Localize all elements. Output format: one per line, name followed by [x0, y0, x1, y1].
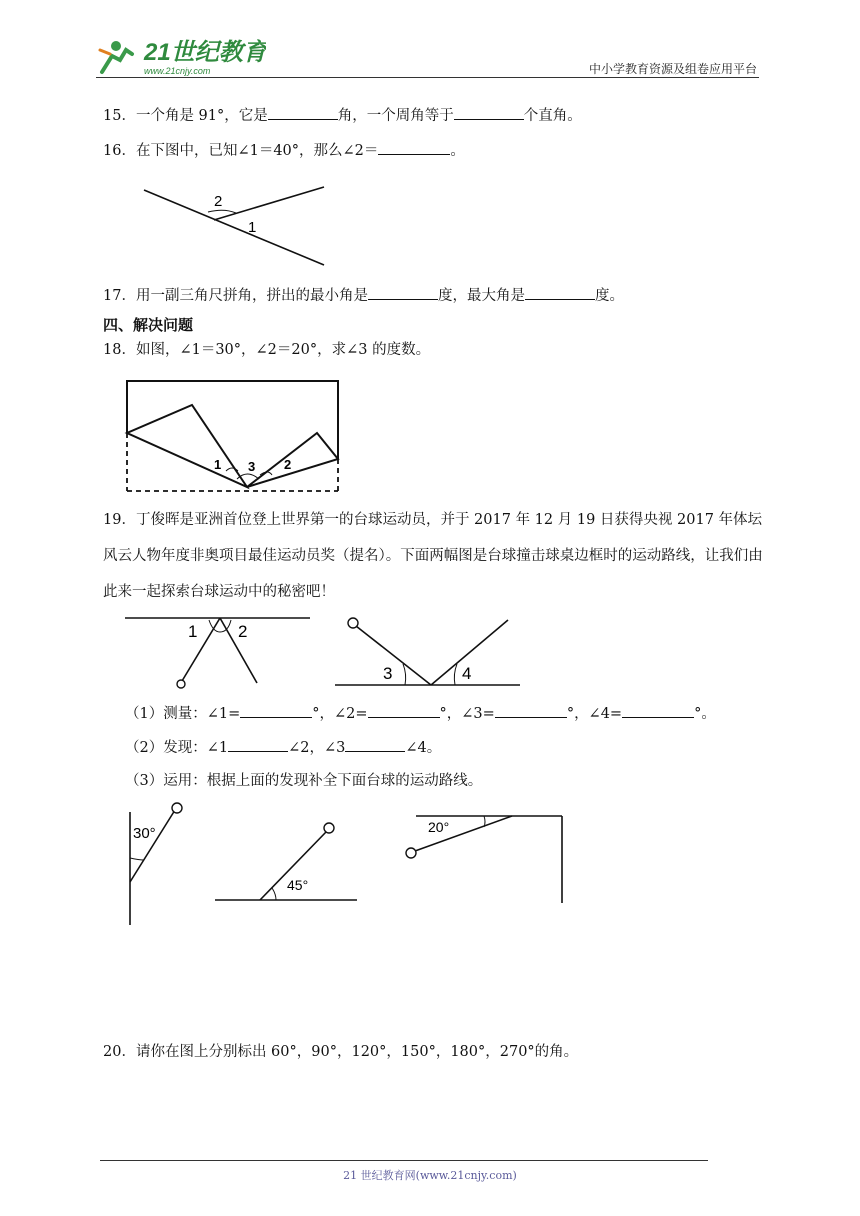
angle-label: 2	[238, 622, 248, 641]
answer-blank[interactable]	[368, 285, 438, 300]
q19-sub2	[125, 737, 441, 758]
question-text: 请你在图上分别标出 60°，90°，120°，150°，180°，270°的角。	[135, 1044, 579, 1060]
answer-blank[interactable]	[240, 703, 312, 718]
answer-blank[interactable]	[525, 285, 595, 300]
angle-label: 20°	[428, 819, 450, 835]
question-text: °，∠2=	[312, 706, 368, 722]
answer-blank[interactable]	[268, 105, 338, 120]
angle-label: 3	[383, 664, 393, 683]
header-divider	[96, 77, 759, 78]
answer-blank[interactable]	[345, 737, 405, 752]
answer-blank[interactable]	[495, 703, 567, 718]
question-text: 用一副三角尺拼角，拼出的最小角是	[135, 288, 368, 304]
logo-text: 21世纪教育	[144, 39, 266, 66]
question-number: 17．	[103, 288, 136, 304]
question-text: ∠4。	[405, 740, 442, 756]
answer-blank[interactable]	[622, 703, 694, 718]
answer-blank[interactable]	[368, 703, 440, 718]
question-text: 丁俊晖是亚洲首位登上世界第一的台球运动员，并于 2017 年 12 月 19 日获得央视 2017 年体坛风云人物年度非奥项目最佳运动员奖（提名）。下面两幅图是台球撞击球桌边框时的运动路线，让我们由此来一起探索台球运动中的秘密吧！	[103, 512, 763, 600]
question-number: 18．	[103, 342, 136, 358]
q19-figure-right	[335, 612, 525, 692]
answer-blank[interactable]	[228, 737, 288, 752]
angle-label: 4	[462, 664, 472, 683]
footer-text: 21 世纪教育网(www.21cnjy.com)	[343, 1169, 517, 1182]
question-text: ∠2，∠3	[288, 740, 346, 756]
question-text: 如图，∠1＝30°，∠2＝20°，求∠3 的度数。	[135, 342, 431, 358]
q19-figure-left	[125, 608, 315, 693]
angle-label: 3	[248, 459, 256, 474]
question-number: 20．	[103, 1044, 136, 1060]
q18-figure	[122, 375, 344, 497]
q19-apply-figure-2	[212, 818, 362, 906]
question-text: 个直角。	[523, 108, 582, 124]
question-text: 在下图中，已知∠1＝40°，那么∠2＝	[135, 143, 379, 159]
answer-blank[interactable]	[454, 105, 524, 120]
question-number: 19．	[103, 512, 136, 528]
question-number: 16．	[103, 143, 136, 159]
question-text: 角，一个周角等于	[337, 108, 454, 124]
runner-logo-icon	[96, 34, 266, 76]
q19-apply-figure-3	[400, 808, 570, 908]
angle-label: 1	[248, 219, 257, 236]
question-text: 一个角是 91°，它是	[135, 108, 268, 124]
angle-label: 2	[284, 457, 292, 472]
logo-url: www.21cnjy.com	[144, 66, 211, 76]
question-text: 。	[450, 143, 465, 159]
answer-blank[interactable]	[378, 140, 450, 155]
question-text: （2）发现：∠1	[125, 740, 229, 756]
question-20	[103, 1042, 578, 1062]
platform-name: 中小学教育资源及组卷应用平台	[588, 62, 757, 76]
footer-divider	[100, 1160, 708, 1161]
angle-label: 1	[214, 457, 222, 472]
question-18	[103, 340, 430, 360]
angle-label: 2	[214, 193, 223, 210]
angle-label: 45°	[287, 877, 309, 893]
question-17	[103, 285, 624, 306]
question-text: 度，最大角是	[437, 288, 525, 304]
question-16	[103, 140, 465, 161]
angle-label: 1	[188, 622, 198, 641]
angle-label: 30°	[133, 825, 156, 842]
question-text: °，∠3=	[439, 706, 495, 722]
site-logo	[96, 34, 266, 76]
question-text: 度。	[594, 288, 624, 304]
q19-sub3: （3）运用：根据上面的发现补全下面台球的运动路线。	[125, 773, 483, 789]
question-text: （1）测量：∠1=	[125, 706, 241, 722]
question-number: 15．	[103, 108, 136, 124]
q16-figure	[140, 180, 340, 270]
q19-sub1	[125, 703, 716, 724]
q19-apply-figure-1	[125, 800, 185, 928]
section-heading: 四、解决问题	[103, 316, 194, 334]
question-15	[103, 105, 582, 126]
question-19	[103, 502, 773, 610]
question-text: °，∠4=	[566, 706, 623, 722]
question-text: °。	[694, 706, 716, 722]
